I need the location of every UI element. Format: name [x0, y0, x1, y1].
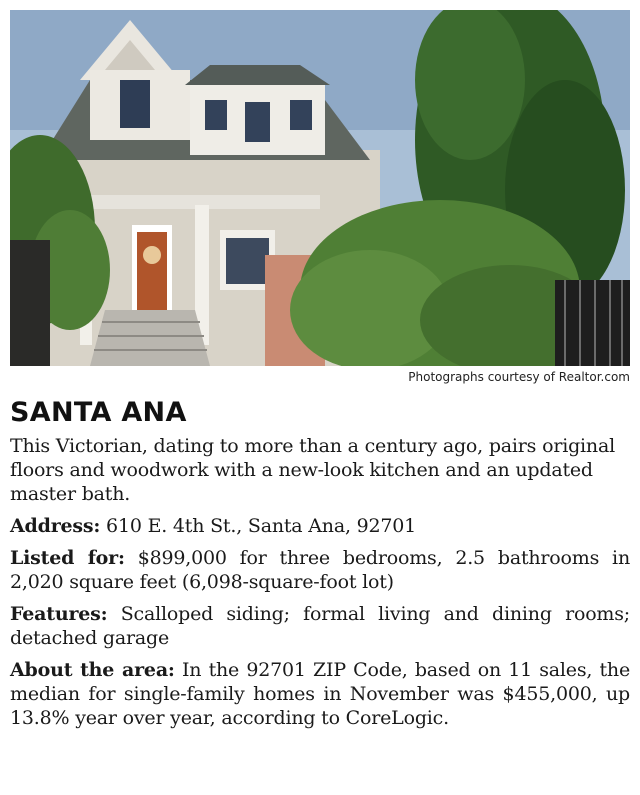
address-label: Address:	[10, 515, 101, 537]
photo-credit: Photographs courtesy of Realtor.com	[408, 370, 630, 384]
area-field	[10, 658, 630, 730]
area-label: About the area:	[10, 659, 175, 681]
area-value: In the 92701 ZIP Code, based on 11 sales, the median for single-family homes in November was $455,000, up 13.8% year over year, according to CoreLogic.	[10, 659, 631, 729]
address-field	[10, 514, 630, 538]
listing-article	[10, 396, 630, 730]
listed-value: $899,000 for three bedrooms, 2.5 bathrooms in 2,020 square feet (6,098-square-foot lot)	[10, 547, 630, 593]
listed-label: Listed for:	[10, 547, 125, 569]
listed-field	[10, 546, 630, 594]
features-value: Scalloped siding; formal living and dining rooms; detached garage	[10, 603, 630, 649]
features-label: Features:	[10, 603, 108, 625]
listing-intro: This Victorian, dating to more than a century ago, pairs original floors and woodwork with a new-look kitchen and an updated master bath.	[10, 435, 615, 505]
house-photo	[10, 10, 630, 366]
address-value: 610 E. 4th St., Santa Ana, 92701	[100, 515, 417, 537]
features-field	[10, 602, 630, 650]
city-heading: SANTA ANA	[10, 397, 187, 428]
